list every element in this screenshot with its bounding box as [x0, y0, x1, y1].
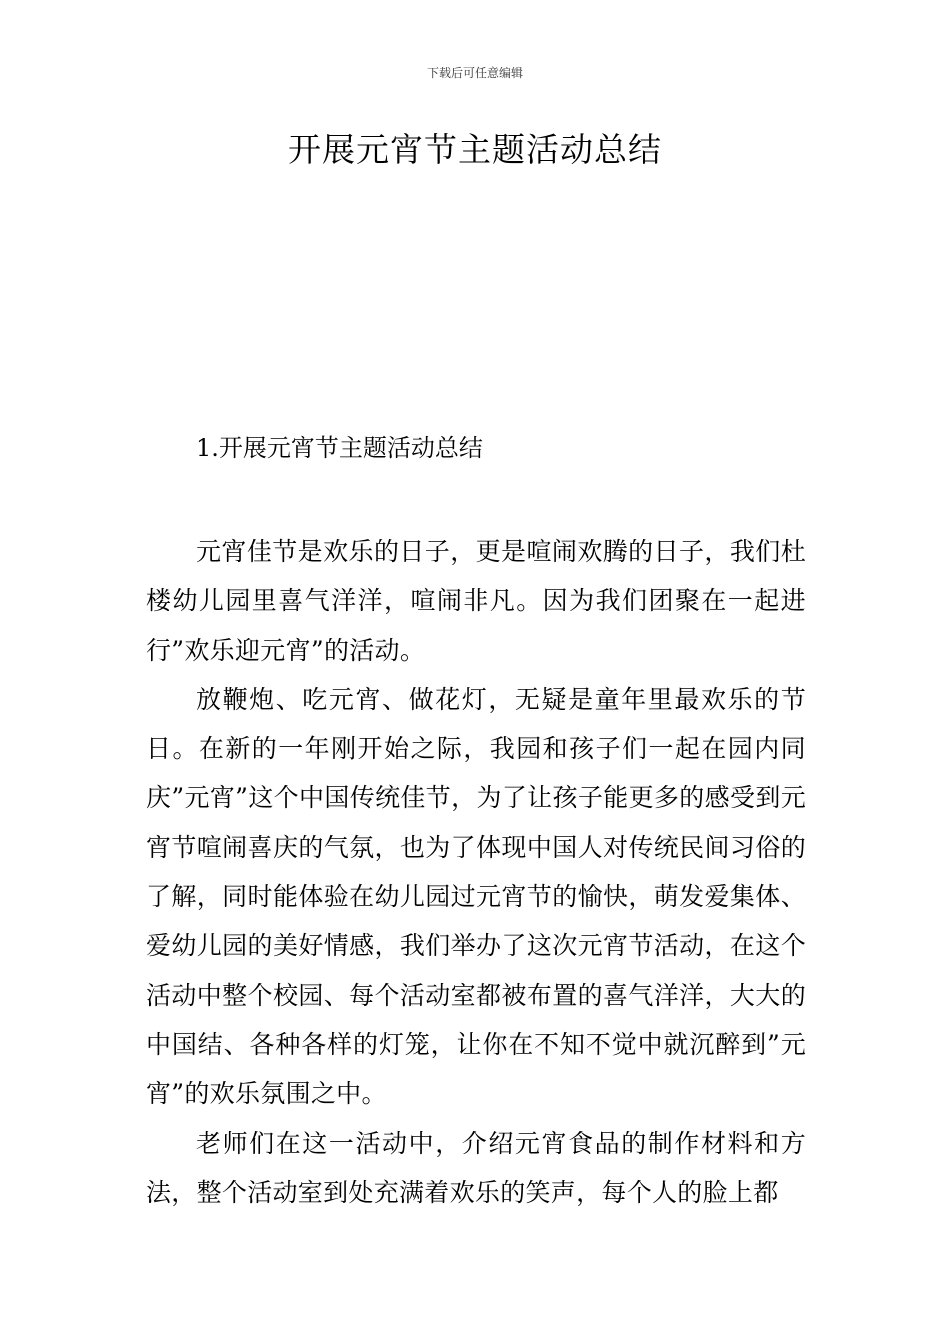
paragraph: 老师们在这一活动中，介绍元宵食品的制作材料和方法，整个活动室到处充满着欢乐的笑声，每个人的脸上都 — [146, 1128, 806, 1207]
body-text — [146, 527, 806, 1217]
header-note: 下载后可任意编辑 — [426, 66, 523, 80]
paragraph: 元宵佳节是欢乐的日子，更是喧闹欢腾的日子，我们杜楼幼儿园里喜气洋洋，喧闹非凡。因为我们团聚在一起进行”欢乐迎元宵”的活动。 — [146, 537, 806, 665]
section-heading: 1.开展元宵节主题活动总结 — [196, 434, 483, 462]
document-title: 开展元宵节主题活动总结 — [288, 130, 662, 169]
paragraph: 放鞭炮、吃元宵、做花灯，无疑是童年里最欢乐的节日。在新的一年刚开始之际，我园和孩子们一起在园内同庆”元宵”这个中国传统佳节，为了让孩子能更多的感受到元宵节喧闹喜庆的气氛，也为了体现中国人对传统民间习俗的了解，同时能体验在幼儿园过元宵节的愉快，萌发爱集体、爱幼儿园的美好情感，我们举办了这次元宵节活动，在这个活动中整个校园、每个活动室都被布置的喜气洋洋，大大的中国结、各种各样的灯笼，让你在不知不觉中就沉醉到”元宵”的欢乐氛围之中。 — [146, 684, 806, 1109]
